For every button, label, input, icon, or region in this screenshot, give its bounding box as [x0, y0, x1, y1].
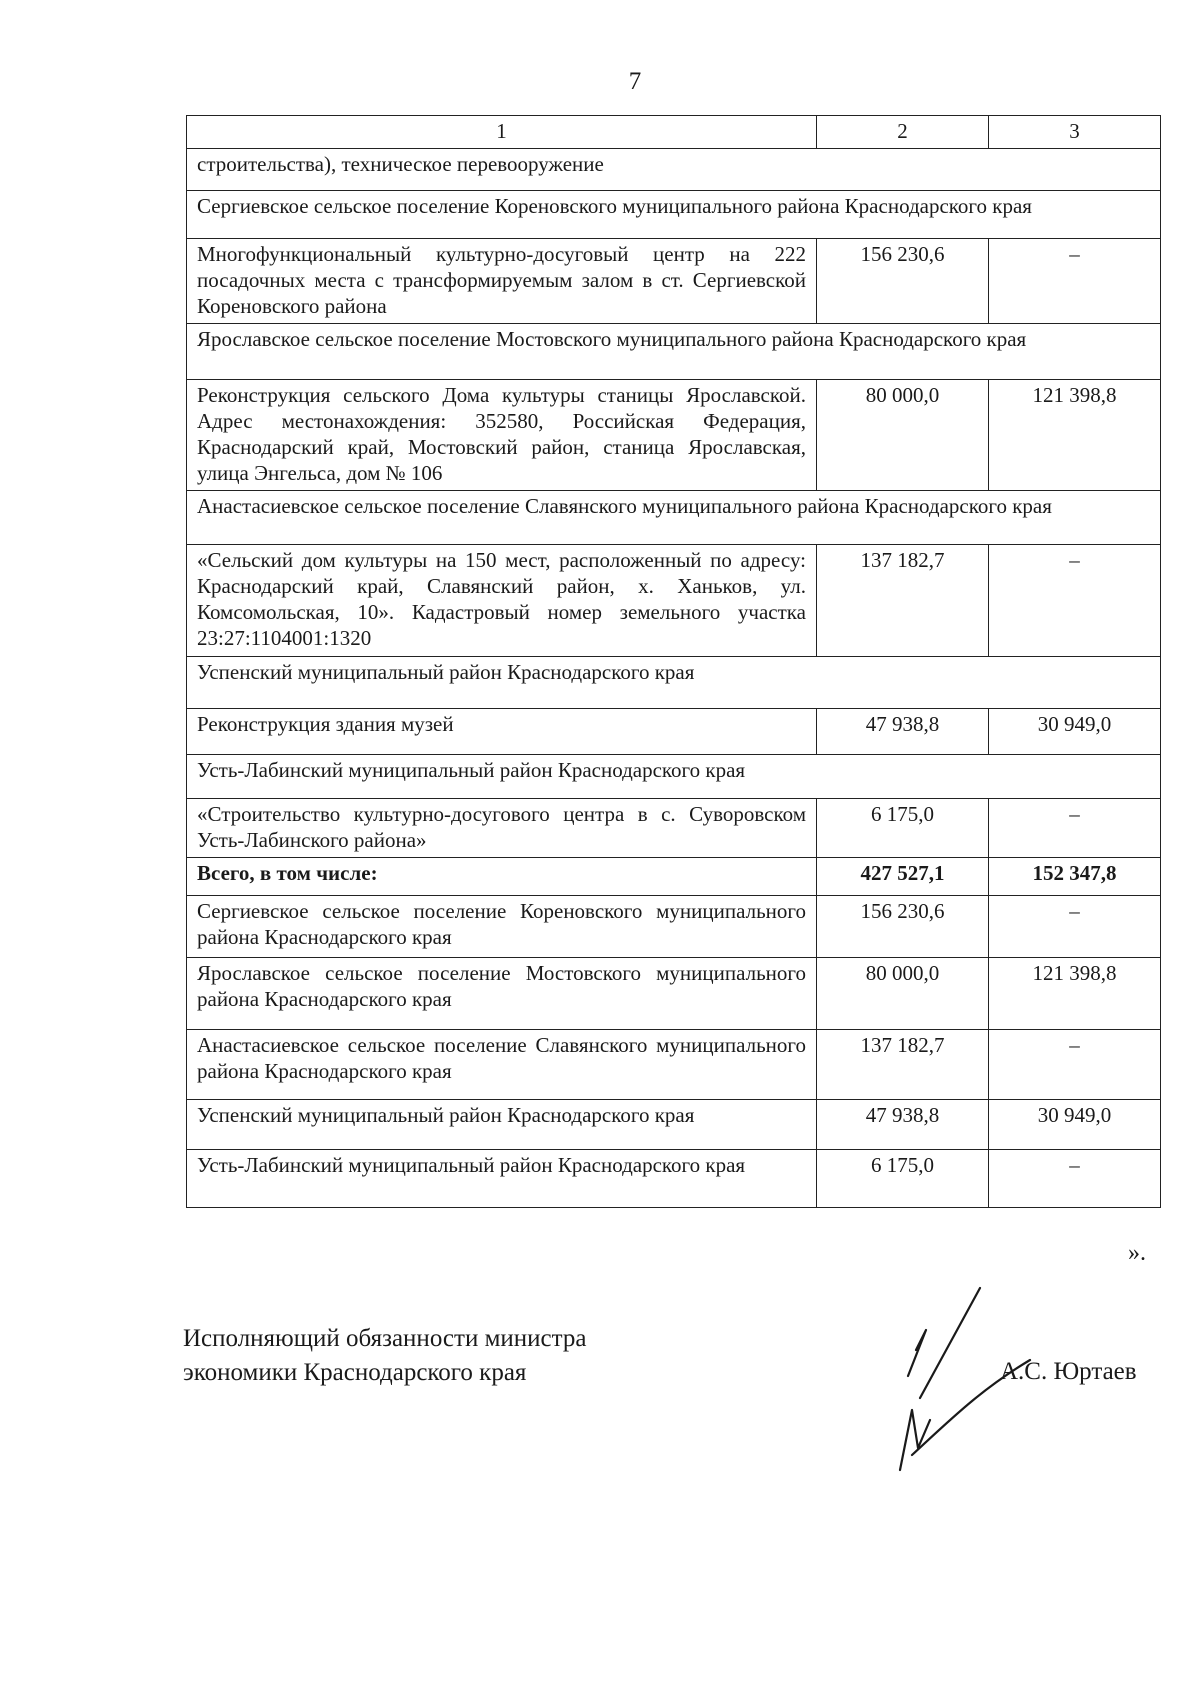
value-col2: 47 938,8 [817, 709, 989, 755]
value-col2: 6 175,0 [817, 1150, 989, 1208]
value-col2: 80 000,0 [817, 958, 989, 1030]
section-heading: строительства), техническое перевооружение [187, 149, 1161, 191]
value-col2: 137 182,7 [817, 545, 989, 657]
budget-table [186, 115, 1161, 1208]
total-col3: 152 347,8 [989, 858, 1161, 896]
value-col3: 121 398,8 [989, 380, 1161, 491]
table-row [187, 491, 1161, 545]
total-label: Всего, в том числе: [187, 858, 817, 896]
item-name: Анастасиевское сельское поселение Славянского муниципального района Краснодарского края [187, 1030, 817, 1100]
header-cell: 2 [817, 116, 989, 149]
signatory-name: А.С. Юртаев [1000, 1358, 1137, 1385]
value-col3: – [989, 1030, 1161, 1100]
total-col2: 427 527,1 [817, 858, 989, 896]
table-row [187, 958, 1161, 1030]
table-row [187, 1030, 1161, 1100]
value-col3: – [989, 545, 1161, 657]
value-col2: 47 938,8 [817, 1100, 989, 1150]
section-heading: Ярославское сельское поселение Мостовского муниципального района Краснодарского края [187, 324, 1161, 380]
item-name: Успенский муниципальный район Краснодарского края [187, 1100, 817, 1150]
item-name: Сергиевское сельское поселение Кореновского муниципального района Краснодарского края [187, 896, 817, 958]
value-col3: – [989, 1150, 1161, 1208]
table-row [187, 380, 1161, 491]
value-col2: 156 230,6 [817, 896, 989, 958]
value-col2: 156 230,6 [817, 239, 989, 324]
value-col3: 30 949,0 [989, 709, 1161, 755]
value-col2: 6 175,0 [817, 799, 989, 858]
section-heading: Анастасиевское сельское поселение Славянского муниципального района Краснодарского края [187, 491, 1161, 545]
table-header-row [187, 116, 1161, 149]
signatory-title-line: экономики Краснодарского края [183, 1359, 527, 1386]
value-col3: – [989, 239, 1161, 324]
signatory-title-line: Исполняющий обязанности министра [183, 1325, 587, 1352]
table-row [187, 896, 1161, 958]
closing-quote: ». [1128, 1240, 1146, 1266]
section-heading: Усть-Лабинский муниципальный район Краснодарского края [187, 755, 1161, 799]
value-col2: 137 182,7 [817, 1030, 989, 1100]
item-name: Реконструкция сельского Дома культуры станицы Ярославской. Адрес местонахождения: 352580, Российская Федерация, Краснодарский край, Мостовский район, станица Ярославская, улица Энгельса, дом № 106 [187, 380, 817, 491]
item-name: «Сельский дом культуры на 150 мест, расположенный по адресу: Краснодарский край, Славянский район, х. Ханьков, ул. Комсомольская, 10». Кадастровый номер земельного участка 23:27:1104001:1320 [187, 545, 817, 657]
value-col3: 30 949,0 [989, 1100, 1161, 1150]
table-row-total [187, 858, 1161, 896]
table-row [187, 191, 1161, 239]
item-name: Многофункциональный культурно-досуговый центр на 222 посадочных места с трансформируемым залом в ст. Сергиевской Кореновского района [187, 239, 817, 324]
table-row [187, 755, 1161, 799]
table-row [187, 324, 1161, 380]
page-number: 7 [628, 68, 642, 95]
table-row [187, 545, 1161, 657]
item-name: Усть-Лабинский муниципальный район Краснодарского края [187, 1150, 817, 1208]
header-cell: 3 [989, 116, 1161, 149]
value-col3: 121 398,8 [989, 958, 1161, 1030]
value-col3: – [989, 799, 1161, 858]
table-row [187, 149, 1161, 191]
section-heading: Успенский муниципальный район Краснодарского края [187, 657, 1161, 709]
table-row [187, 239, 1161, 324]
header-cell: 1 [187, 116, 817, 149]
table-row [187, 1150, 1161, 1208]
item-name: Реконструкция здания музей [187, 709, 817, 755]
item-name: Ярославское сельское поселение Мостовского муниципального района Краснодарского края [187, 958, 817, 1030]
signature-block [183, 1322, 586, 1390]
table-row [187, 1100, 1161, 1150]
table-row [187, 709, 1161, 755]
value-col2: 80 000,0 [817, 380, 989, 491]
section-heading: Сергиевское сельское поселение Кореновского муниципального района Краснодарского края [187, 191, 1161, 239]
item-name: «Строительство культурно-досугового центра в с. Суворовском Усть-Лабинского района» [187, 799, 817, 858]
table-row [187, 657, 1161, 709]
table-row [187, 799, 1161, 858]
value-col3: – [989, 896, 1161, 958]
